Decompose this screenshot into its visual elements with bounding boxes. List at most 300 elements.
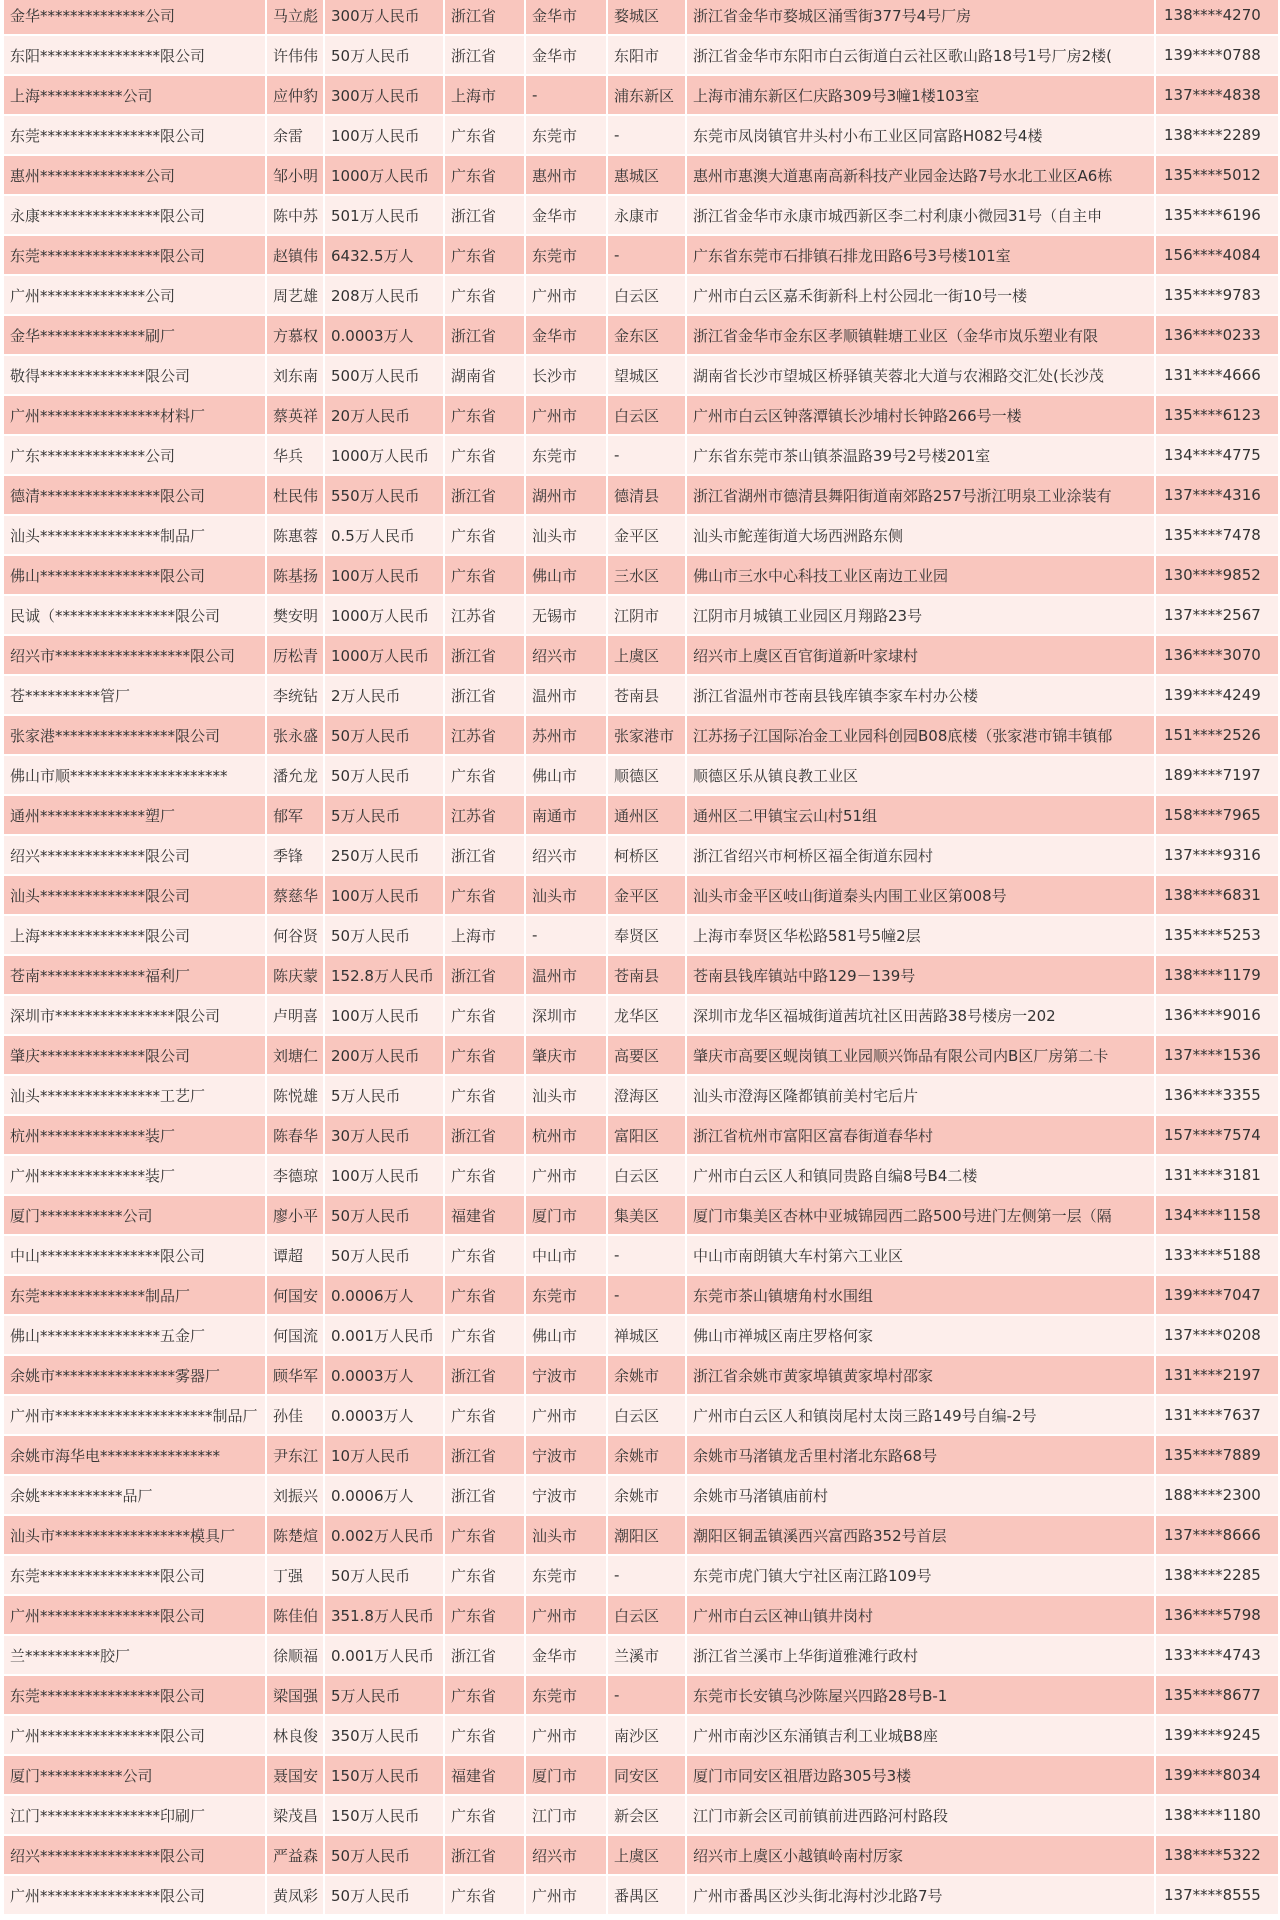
capital-cell: 200万人民币 bbox=[325, 1036, 443, 1076]
company-name-cell: 东莞****************限公司 bbox=[4, 116, 265, 156]
table-row bbox=[4, 436, 1278, 476]
district-cell: 上虞区 bbox=[608, 636, 685, 676]
address-cell: 浙江省金华市永康市城西新区李二村利康小微园31号（自主申 bbox=[687, 196, 1154, 236]
province-cell: 浙江省 bbox=[445, 0, 524, 36]
phone-cell: 135****5253 bbox=[1156, 916, 1278, 956]
company-name-cell: 汕头****************工艺厂 bbox=[4, 1076, 265, 1116]
phone-cell: 133****5188 bbox=[1156, 1236, 1278, 1276]
address-cell: 广州市白云区嘉禾街新科上村公园北一街10号一楼 bbox=[687, 276, 1154, 316]
capital-cell: 100万人民币 bbox=[325, 1156, 443, 1196]
city-cell: 厦门市 bbox=[526, 1196, 606, 1236]
province-cell: 浙江省 bbox=[445, 1356, 524, 1396]
phone-cell: 139****9245 bbox=[1156, 1716, 1278, 1756]
province-cell: 浙江省 bbox=[445, 1436, 524, 1476]
company-name-cell: 广州****************限公司 bbox=[4, 1876, 265, 1916]
company-name-cell: 东莞**************制品厂 bbox=[4, 1276, 265, 1316]
legal-rep-cell: 陈佳伯 bbox=[267, 1596, 323, 1636]
capital-cell: 1000万人民币 bbox=[325, 156, 443, 196]
capital-cell: 0.0006万人 bbox=[325, 1476, 443, 1516]
phone-cell: 139****8034 bbox=[1156, 1756, 1278, 1796]
district-cell: 金平区 bbox=[608, 516, 685, 556]
district-cell: 余姚市 bbox=[608, 1436, 685, 1476]
district-cell: 番禺区 bbox=[608, 1876, 685, 1916]
city-cell: 佛山市 bbox=[526, 756, 606, 796]
legal-rep-cell: 季锋 bbox=[267, 836, 323, 876]
table-row bbox=[4, 476, 1278, 516]
district-cell: 德清县 bbox=[608, 476, 685, 516]
province-cell: 广东省 bbox=[445, 116, 524, 156]
phone-cell: 134****1158 bbox=[1156, 1196, 1278, 1236]
address-cell: 汕头市鮀莲街道大场西洲路东侧 bbox=[687, 516, 1154, 556]
company-name-cell: 中山****************限公司 bbox=[4, 1236, 265, 1276]
table-row bbox=[4, 1436, 1278, 1476]
legal-rep-cell: 何国流 bbox=[267, 1316, 323, 1356]
province-cell: 广东省 bbox=[445, 1876, 524, 1916]
capital-cell: 150万人民币 bbox=[325, 1796, 443, 1836]
table-row bbox=[4, 1036, 1278, 1076]
address-cell: 浙江省金华市东阳市白云街道白云社区歌山路18号1号厂房2楼( bbox=[687, 36, 1154, 76]
city-cell: 杭州市 bbox=[526, 1116, 606, 1156]
phone-cell: 135****9783 bbox=[1156, 276, 1278, 316]
province-cell: 浙江省 bbox=[445, 1476, 524, 1516]
legal-rep-cell: 陈基扬 bbox=[267, 556, 323, 596]
phone-cell: 138****6831 bbox=[1156, 876, 1278, 916]
city-cell: 金华市 bbox=[526, 1636, 606, 1676]
address-cell: 汕头市澄海区隆都镇前美村宅后片 bbox=[687, 1076, 1154, 1116]
legal-rep-cell: 梁茂昌 bbox=[267, 1796, 323, 1836]
province-cell: 广东省 bbox=[445, 996, 524, 1036]
capital-cell: 300万人民币 bbox=[325, 0, 443, 36]
province-cell: 浙江省 bbox=[445, 636, 524, 676]
address-cell: 绍兴市上虞区百官街道新叶家埭村 bbox=[687, 636, 1154, 676]
address-cell: 东莞市凤岗镇官井头村小布工业区同富路H082号4楼 bbox=[687, 116, 1154, 156]
table-row bbox=[4, 876, 1278, 916]
legal-rep-cell: 刘振兴 bbox=[267, 1476, 323, 1516]
city-cell: 宁波市 bbox=[526, 1356, 606, 1396]
province-cell: 广东省 bbox=[445, 756, 524, 796]
district-cell: 张家港市 bbox=[608, 716, 685, 756]
capital-cell: 50万人民币 bbox=[325, 756, 443, 796]
address-cell: 广州市白云区钟落潭镇长沙埔村长钟路266号一楼 bbox=[687, 396, 1154, 436]
capital-cell: 550万人民币 bbox=[325, 476, 443, 516]
phone-cell: 157****7574 bbox=[1156, 1116, 1278, 1156]
legal-rep-cell: 尹东江 bbox=[267, 1436, 323, 1476]
district-cell: - bbox=[608, 236, 685, 276]
table-row bbox=[4, 1156, 1278, 1196]
district-cell: - bbox=[608, 116, 685, 156]
district-cell: 白云区 bbox=[608, 1156, 685, 1196]
district-cell: 金平区 bbox=[608, 876, 685, 916]
table-row bbox=[4, 0, 1278, 36]
district-cell: 白云区 bbox=[608, 1396, 685, 1436]
province-cell: 浙江省 bbox=[445, 956, 524, 996]
district-cell: 惠城区 bbox=[608, 156, 685, 196]
phone-cell: 131****2197 bbox=[1156, 1356, 1278, 1396]
table-row bbox=[4, 76, 1278, 116]
company-name-cell: 佛山市顺********************* bbox=[4, 756, 265, 796]
legal-rep-cell: 许伟伟 bbox=[267, 36, 323, 76]
district-cell: 奉贤区 bbox=[608, 916, 685, 956]
legal-rep-cell: 黄凤彩 bbox=[267, 1876, 323, 1916]
address-cell: 惠州市惠澳大道惠南高新科技产业园金达路7号水北工业区A6栋 bbox=[687, 156, 1154, 196]
address-cell: 浙江省兰溪市上华街道雅滩行政村 bbox=[687, 1636, 1154, 1676]
province-cell: 广东省 bbox=[445, 1156, 524, 1196]
capital-cell: 0.0003万人 bbox=[325, 1396, 443, 1436]
company-name-cell: 杭州**************装厂 bbox=[4, 1116, 265, 1156]
table-row bbox=[4, 716, 1278, 756]
city-cell: 汕头市 bbox=[526, 516, 606, 556]
company-name-cell: 余姚***********品厂 bbox=[4, 1476, 265, 1516]
city-cell: 广州市 bbox=[526, 396, 606, 436]
city-cell: 金华市 bbox=[526, 36, 606, 76]
capital-cell: 5万人民币 bbox=[325, 1676, 443, 1716]
company-name-cell: 上海***********公司 bbox=[4, 76, 265, 116]
address-cell: 上海市奉贤区华松路581号5幢2层 bbox=[687, 916, 1154, 956]
company-name-cell: 东阳****************限公司 bbox=[4, 36, 265, 76]
company-name-cell: 德清****************限公司 bbox=[4, 476, 265, 516]
legal-rep-cell: 梁国强 bbox=[267, 1676, 323, 1716]
city-cell: 惠州市 bbox=[526, 156, 606, 196]
company-name-cell: 兰**********胶厂 bbox=[4, 1636, 265, 1676]
table-row bbox=[4, 1716, 1278, 1756]
phone-cell: 135****6196 bbox=[1156, 196, 1278, 236]
province-cell: 福建省 bbox=[445, 1196, 524, 1236]
city-cell: 东莞市 bbox=[526, 236, 606, 276]
address-cell: 广州市白云区神山镇井岗村 bbox=[687, 1596, 1154, 1636]
table-row bbox=[4, 1476, 1278, 1516]
address-cell: 浙江省金华市婺城区涌雪街377号4号厂房 bbox=[687, 0, 1154, 36]
city-cell: 汕头市 bbox=[526, 1076, 606, 1116]
table-row bbox=[4, 396, 1278, 436]
capital-cell: 350万人民币 bbox=[325, 1716, 443, 1756]
legal-rep-cell: 陈春华 bbox=[267, 1116, 323, 1156]
city-cell: - bbox=[526, 76, 606, 116]
address-cell: 苍南县钱库镇站中路129－139号 bbox=[687, 956, 1154, 996]
address-cell: 东莞市茶山镇塘角村水围组 bbox=[687, 1276, 1154, 1316]
legal-rep-cell: 赵镇伟 bbox=[267, 236, 323, 276]
province-cell: 广东省 bbox=[445, 1796, 524, 1836]
capital-cell: 50万人民币 bbox=[325, 1556, 443, 1596]
address-cell: 余姚市马渚镇庙前村 bbox=[687, 1476, 1154, 1516]
legal-rep-cell: 谭超 bbox=[267, 1236, 323, 1276]
district-cell: 柯桥区 bbox=[608, 836, 685, 876]
address-cell: 广州市白云区人和镇岗尾村太岗三路149号自编-2号 bbox=[687, 1396, 1154, 1436]
province-cell: 江苏省 bbox=[445, 716, 524, 756]
table-row bbox=[4, 1796, 1278, 1836]
capital-cell: 0.0003万人 bbox=[325, 1356, 443, 1396]
city-cell: 江门市 bbox=[526, 1796, 606, 1836]
capital-cell: 6432.5万人 bbox=[325, 236, 443, 276]
table-row bbox=[4, 356, 1278, 396]
district-cell: 兰溪市 bbox=[608, 1636, 685, 1676]
province-cell: 广东省 bbox=[445, 1716, 524, 1756]
capital-cell: 351.8万人民币 bbox=[325, 1596, 443, 1636]
district-cell: 澄海区 bbox=[608, 1076, 685, 1116]
legal-rep-cell: 廖小平 bbox=[267, 1196, 323, 1236]
city-cell: 无锡市 bbox=[526, 596, 606, 636]
legal-rep-cell: 刘塘仁 bbox=[267, 1036, 323, 1076]
company-name-cell: 广州****************材料厂 bbox=[4, 396, 265, 436]
table-row bbox=[4, 1316, 1278, 1356]
capital-cell: 250万人民币 bbox=[325, 836, 443, 876]
district-cell: 望城区 bbox=[608, 356, 685, 396]
city-cell: 汕头市 bbox=[526, 876, 606, 916]
capital-cell: 150万人民币 bbox=[325, 1756, 443, 1796]
capital-cell: 50万人民币 bbox=[325, 36, 443, 76]
table-row bbox=[4, 1396, 1278, 1436]
company-name-cell: 永康****************限公司 bbox=[4, 196, 265, 236]
table-row bbox=[4, 1196, 1278, 1236]
province-cell: 广东省 bbox=[445, 436, 524, 476]
company-name-cell: 广州****************限公司 bbox=[4, 1716, 265, 1756]
city-cell: 宁波市 bbox=[526, 1436, 606, 1476]
legal-rep-cell: 陈楚煊 bbox=[267, 1516, 323, 1556]
company-name-cell: 汕头市******************模具厂 bbox=[4, 1516, 265, 1556]
district-cell: 白云区 bbox=[608, 276, 685, 316]
capital-cell: 5万人民币 bbox=[325, 796, 443, 836]
city-cell: 深圳市 bbox=[526, 996, 606, 1036]
phone-cell: 137****1536 bbox=[1156, 1036, 1278, 1076]
phone-cell: 135****5012 bbox=[1156, 156, 1278, 196]
district-cell: 永康市 bbox=[608, 196, 685, 236]
address-cell: 顺德区乐从镇良教工业区 bbox=[687, 756, 1154, 796]
address-cell: 厦门市集美区杏林中亚城锦园西二路500号进门左侧第一层（隔 bbox=[687, 1196, 1154, 1236]
address-cell: 汕头市金平区岐山街道秦头内围工业区第008号 bbox=[687, 876, 1154, 916]
city-cell: 东莞市 bbox=[526, 1276, 606, 1316]
phone-cell: 130****9852 bbox=[1156, 556, 1278, 596]
table-body bbox=[4, 0, 1278, 1916]
city-cell: 湖州市 bbox=[526, 476, 606, 516]
company-name-cell: 深圳市****************限公司 bbox=[4, 996, 265, 1036]
company-name-cell: 苍南**************福利厂 bbox=[4, 956, 265, 996]
city-cell: - bbox=[526, 916, 606, 956]
address-cell: 浙江省杭州市富阳区富春街道春华村 bbox=[687, 1116, 1154, 1156]
phone-cell: 134****4775 bbox=[1156, 436, 1278, 476]
table-row bbox=[4, 1636, 1278, 1676]
city-cell: 温州市 bbox=[526, 956, 606, 996]
district-cell: 通州区 bbox=[608, 796, 685, 836]
phone-cell: 131****7637 bbox=[1156, 1396, 1278, 1436]
phone-cell: 135****8677 bbox=[1156, 1676, 1278, 1716]
phone-cell: 138****1179 bbox=[1156, 956, 1278, 996]
district-cell: 金东区 bbox=[608, 316, 685, 356]
legal-rep-cell: 华兵 bbox=[267, 436, 323, 476]
legal-rep-cell: 陈惠蓉 bbox=[267, 516, 323, 556]
phone-cell: 135****7478 bbox=[1156, 516, 1278, 556]
district-cell: - bbox=[608, 436, 685, 476]
capital-cell: 0.002万人民币 bbox=[325, 1516, 443, 1556]
capital-cell: 100万人民币 bbox=[325, 556, 443, 596]
phone-cell: 137****8555 bbox=[1156, 1876, 1278, 1916]
table-row bbox=[4, 516, 1278, 556]
city-cell: 金华市 bbox=[526, 0, 606, 36]
city-cell: 东莞市 bbox=[526, 1556, 606, 1596]
company-name-cell: 绍兴****************限公司 bbox=[4, 1836, 265, 1876]
phone-cell: 138****5322 bbox=[1156, 1836, 1278, 1876]
city-cell: 温州市 bbox=[526, 676, 606, 716]
capital-cell: 50万人民币 bbox=[325, 1836, 443, 1876]
district-cell: 婺城区 bbox=[608, 0, 685, 36]
table-row bbox=[4, 236, 1278, 276]
capital-cell: 50万人民币 bbox=[325, 716, 443, 756]
capital-cell: 50万人民币 bbox=[325, 1196, 443, 1236]
province-cell: 广东省 bbox=[445, 1516, 524, 1556]
phone-cell: 135****6123 bbox=[1156, 396, 1278, 436]
table-row bbox=[4, 636, 1278, 676]
province-cell: 广东省 bbox=[445, 156, 524, 196]
address-cell: 佛山市三水中心科技工业区南边工业园 bbox=[687, 556, 1154, 596]
district-cell: 东阳市 bbox=[608, 36, 685, 76]
district-cell: - bbox=[608, 1676, 685, 1716]
city-cell: 佛山市 bbox=[526, 556, 606, 596]
company-name-cell: 广州**************公司 bbox=[4, 276, 265, 316]
province-cell: 广东省 bbox=[445, 1596, 524, 1636]
city-cell: 广州市 bbox=[526, 1596, 606, 1636]
address-cell: 东莞市虎门镇大宁社区南江路109号 bbox=[687, 1556, 1154, 1596]
province-cell: 广东省 bbox=[445, 1036, 524, 1076]
table-row bbox=[4, 196, 1278, 236]
company-name-cell: 广州****************限公司 bbox=[4, 1596, 265, 1636]
legal-rep-cell: 孙佳 bbox=[267, 1396, 323, 1436]
company-name-cell: 惠州**************公司 bbox=[4, 156, 265, 196]
table-row bbox=[4, 796, 1278, 836]
district-cell: 新会区 bbox=[608, 1796, 685, 1836]
city-cell: 广州市 bbox=[526, 1716, 606, 1756]
phone-cell: 138****1180 bbox=[1156, 1796, 1278, 1836]
capital-cell: 300万人民币 bbox=[325, 76, 443, 116]
table-row bbox=[4, 756, 1278, 796]
legal-rep-cell: 卢明喜 bbox=[267, 996, 323, 1036]
capital-cell: 208万人民币 bbox=[325, 276, 443, 316]
company-name-cell: 张家港****************限公司 bbox=[4, 716, 265, 756]
capital-cell: 50万人民币 bbox=[325, 1876, 443, 1916]
company-name-cell: 余姚市****************雾器厂 bbox=[4, 1356, 265, 1396]
legal-rep-cell: 潘允龙 bbox=[267, 756, 323, 796]
district-cell: 苍南县 bbox=[608, 956, 685, 996]
phone-cell: 136****3070 bbox=[1156, 636, 1278, 676]
address-cell: 广东省东莞市茶山镇茶温路39号2号楼201室 bbox=[687, 436, 1154, 476]
province-cell: 福建省 bbox=[445, 1756, 524, 1796]
province-cell: 广东省 bbox=[445, 556, 524, 596]
district-cell: 顺德区 bbox=[608, 756, 685, 796]
address-cell: 湖南省长沙市望城区桥驿镇芙蓉北大道与农湘路交汇处(长沙茂 bbox=[687, 356, 1154, 396]
phone-cell: 137****0208 bbox=[1156, 1316, 1278, 1356]
legal-rep-cell: 郁军 bbox=[267, 796, 323, 836]
address-cell: 浙江省绍兴市柯桥区福全街道东园村 bbox=[687, 836, 1154, 876]
district-cell: 禅城区 bbox=[608, 1316, 685, 1356]
district-cell: - bbox=[608, 1276, 685, 1316]
province-cell: 广东省 bbox=[445, 276, 524, 316]
table-row bbox=[4, 996, 1278, 1036]
company-name-cell: 广州**************装厂 bbox=[4, 1156, 265, 1196]
legal-rep-cell: 聂国安 bbox=[267, 1756, 323, 1796]
phone-cell: 156****4084 bbox=[1156, 236, 1278, 276]
phone-cell: 136****9016 bbox=[1156, 996, 1278, 1036]
district-cell: 余姚市 bbox=[608, 1356, 685, 1396]
address-cell: 东莞市长安镇乌沙陈屋兴四路28号B-1 bbox=[687, 1676, 1154, 1716]
district-cell: - bbox=[608, 1236, 685, 1276]
capital-cell: 0.0003万人 bbox=[325, 316, 443, 356]
legal-rep-cell: 陈中苏 bbox=[267, 196, 323, 236]
table-row bbox=[4, 916, 1278, 956]
capital-cell: 10万人民币 bbox=[325, 1436, 443, 1476]
company-name-cell: 汕头**************限公司 bbox=[4, 876, 265, 916]
legal-rep-cell: 余雷 bbox=[267, 116, 323, 156]
legal-rep-cell: 应仲豹 bbox=[267, 76, 323, 116]
legal-rep-cell: 周艺雄 bbox=[267, 276, 323, 316]
province-cell: 浙江省 bbox=[445, 316, 524, 356]
address-cell: 中山市南朗镇大车村第六工业区 bbox=[687, 1236, 1154, 1276]
capital-cell: 100万人民币 bbox=[325, 116, 443, 156]
company-name-cell: 佛山****************限公司 bbox=[4, 556, 265, 596]
company-name-cell: 东莞****************限公司 bbox=[4, 1676, 265, 1716]
table-row bbox=[4, 1116, 1278, 1156]
capital-cell: 2万人民币 bbox=[325, 676, 443, 716]
table-row bbox=[4, 1676, 1278, 1716]
company-name-cell: 广州市*********************制品厂 bbox=[4, 1396, 265, 1436]
phone-cell: 133****4743 bbox=[1156, 1636, 1278, 1676]
company-name-cell: 民诚（****************限公司 bbox=[4, 596, 265, 636]
company-name-cell: 敬得**************限公司 bbox=[4, 356, 265, 396]
province-cell: 广东省 bbox=[445, 236, 524, 276]
legal-rep-cell: 厉松青 bbox=[267, 636, 323, 676]
district-cell: 高要区 bbox=[608, 1036, 685, 1076]
company-name-cell: 金华**************刷厂 bbox=[4, 316, 265, 356]
capital-cell: 1000万人民币 bbox=[325, 596, 443, 636]
city-cell: 南通市 bbox=[526, 796, 606, 836]
legal-rep-cell: 蔡英祥 bbox=[267, 396, 323, 436]
province-cell: 浙江省 bbox=[445, 36, 524, 76]
city-cell: 中山市 bbox=[526, 1236, 606, 1276]
province-cell: 广东省 bbox=[445, 1676, 524, 1716]
capital-cell: 1000万人民币 bbox=[325, 636, 443, 676]
city-cell: 汕头市 bbox=[526, 1516, 606, 1556]
capital-cell: 501万人民币 bbox=[325, 196, 443, 236]
province-cell: 广东省 bbox=[445, 1316, 524, 1356]
table-row bbox=[4, 596, 1278, 636]
address-cell: 广州市白云区人和镇同贵路自编8号B4二楼 bbox=[687, 1156, 1154, 1196]
province-cell: 江苏省 bbox=[445, 796, 524, 836]
district-cell: 江阴市 bbox=[608, 596, 685, 636]
company-name-cell: 东莞****************限公司 bbox=[4, 1556, 265, 1596]
capital-cell: 0.5万人民币 bbox=[325, 516, 443, 556]
city-cell: 广州市 bbox=[526, 276, 606, 316]
district-cell: 潮阳区 bbox=[608, 1516, 685, 1556]
company-name-cell: 江门****************印刷厂 bbox=[4, 1796, 265, 1836]
province-cell: 浙江省 bbox=[445, 1116, 524, 1156]
district-cell: 浦东新区 bbox=[608, 76, 685, 116]
city-cell: 佛山市 bbox=[526, 1316, 606, 1356]
company-name-cell: 绍兴市******************限公司 bbox=[4, 636, 265, 676]
table-row bbox=[4, 1276, 1278, 1316]
table-row bbox=[4, 316, 1278, 356]
company-name-cell: 通州**************塑厂 bbox=[4, 796, 265, 836]
company-table bbox=[2, 0, 1280, 1916]
capital-cell: 500万人民币 bbox=[325, 356, 443, 396]
province-cell: 广东省 bbox=[445, 1076, 524, 1116]
legal-rep-cell: 顾华军 bbox=[267, 1356, 323, 1396]
city-cell: 厦门市 bbox=[526, 1756, 606, 1796]
address-cell: 佛山市禅城区南庄罗格何家 bbox=[687, 1316, 1154, 1356]
province-cell: 广东省 bbox=[445, 1556, 524, 1596]
city-cell: 东莞市 bbox=[526, 116, 606, 156]
city-cell: 绍兴市 bbox=[526, 1836, 606, 1876]
address-cell: 上海市浦东新区仁庆路309号3幢1楼103室 bbox=[687, 76, 1154, 116]
table-row bbox=[4, 1556, 1278, 1596]
address-cell: 潮阳区铜盂镇溪西兴富西路352号首层 bbox=[687, 1516, 1154, 1556]
company-name-cell: 苍**********管厂 bbox=[4, 676, 265, 716]
table-row bbox=[4, 1076, 1278, 1116]
